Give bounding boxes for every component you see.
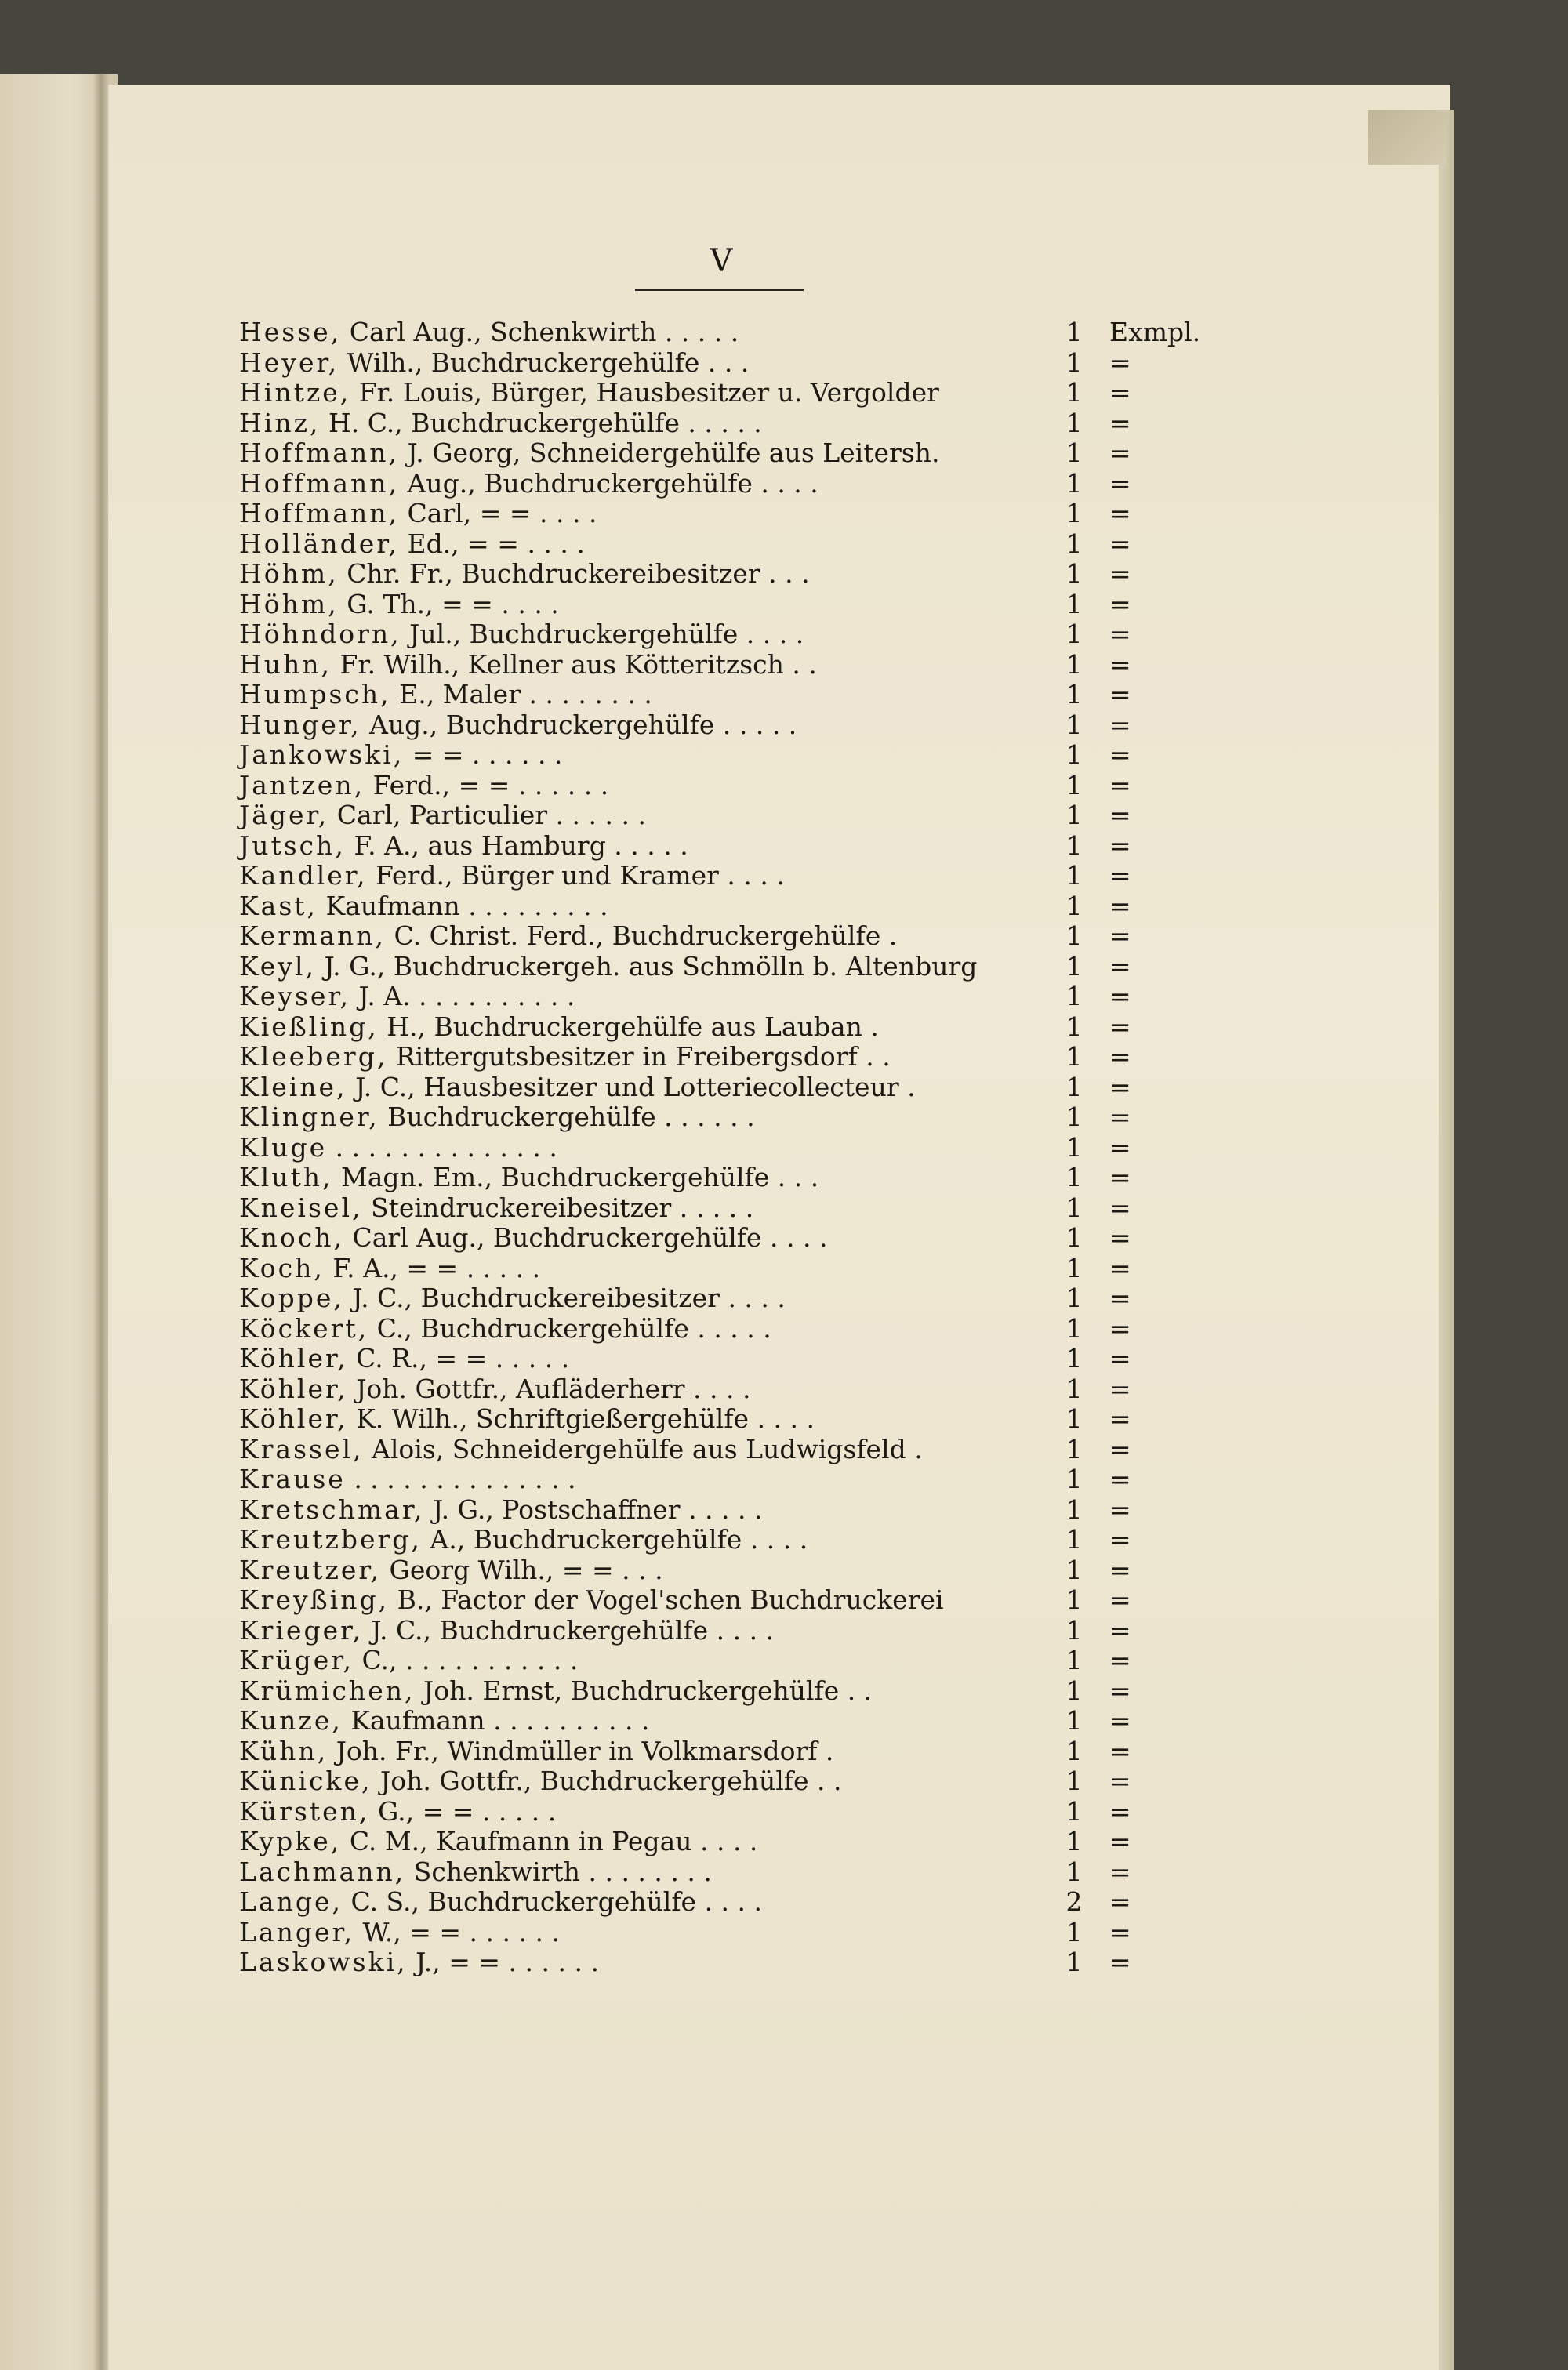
- entry-count: 1: [1065, 1464, 1083, 1494]
- list-item: [239, 619, 1321, 650]
- entry-unit: =: [1109, 1011, 1131, 1042]
- list-item: [239, 1193, 1321, 1224]
- entry-count: 1: [1065, 1373, 1083, 1404]
- entry-count: 1: [1065, 829, 1083, 861]
- list-item: [239, 499, 1321, 529]
- entry-description: Fr. Louis, Bürger, Hausbesitzer u. Vergolder: [358, 377, 939, 408]
- entry-description: C. Christ. Ferd., Buchdruckergehülfe .: [394, 920, 898, 951]
- entry-count: 1: [1065, 860, 1083, 891]
- entry-count: 1: [1065, 1041, 1083, 1072]
- entry-count: 1: [1065, 950, 1083, 982]
- entry-count: 1: [1065, 769, 1083, 800]
- entry-description: Ed., = = . . . .: [407, 528, 585, 559]
- entry-name: Heyer,: [239, 347, 339, 378]
- list-item: [239, 861, 1321, 891]
- entry-description: C. S., Buchdruckergehülfe . . . .: [350, 1886, 763, 1917]
- entry-unit: =: [1109, 1373, 1131, 1404]
- entry-description: Buchdruckergehülfe . . . . . .: [387, 1102, 755, 1132]
- entry-count: 1: [1065, 467, 1083, 499]
- entry-unit: =: [1109, 467, 1131, 499]
- entry-unit: =: [1109, 1645, 1131, 1675]
- entry-count: 1: [1065, 377, 1083, 408]
- entry-name: Kneisel,: [239, 1192, 363, 1223]
- entry-description: J. C., Buchdruckereibesitzer . . . .: [352, 1283, 786, 1313]
- list-item: [239, 1646, 1321, 1676]
- entry-count: 1: [1065, 619, 1083, 649]
- entry-name: Keyl,: [239, 950, 316, 982]
- list-item: [239, 1254, 1321, 1284]
- entry-count: 1: [1065, 1131, 1083, 1163]
- entry-unit: =: [1109, 860, 1131, 891]
- entry-count: 1: [1065, 437, 1083, 468]
- entry-count: 1: [1065, 1343, 1083, 1374]
- list-item: [239, 891, 1321, 922]
- entry-unit: =: [1109, 1041, 1131, 1072]
- list-item: [239, 318, 1321, 348]
- entry-unit: =: [1109, 1856, 1131, 1887]
- list-item: [239, 650, 1321, 681]
- list-item: [239, 1706, 1321, 1737]
- entry-count: 1: [1065, 1675, 1083, 1706]
- entry-name: Lange,: [239, 1886, 343, 1917]
- entry-count: 1: [1065, 739, 1083, 770]
- entry-count: 1: [1065, 709, 1083, 740]
- entry-count: 1: [1065, 1252, 1083, 1283]
- folded-corner: [1368, 110, 1446, 165]
- entry-unit: =: [1109, 829, 1131, 861]
- entry-unit: =: [1109, 1735, 1131, 1766]
- list-item: [239, 1555, 1321, 1586]
- entry-count: 1: [1065, 1162, 1083, 1192]
- entry-description: Carl Aug., Buchdruckergehülfe . . . .: [352, 1222, 828, 1253]
- entry-description: G. Th., = = . . . .: [347, 588, 559, 619]
- entry-name: Hinz,: [239, 407, 321, 438]
- entry-description: J. C., Hausbesitzer und Lotteriecollecteur .: [355, 1071, 916, 1102]
- list-item: [239, 771, 1321, 801]
- list-item: [239, 378, 1321, 408]
- entry-description: Kaufmann . . . . . . . . . .: [350, 1705, 650, 1736]
- list-item: [239, 1585, 1321, 1616]
- entry-description: Joh. Fr., Windmüller in Volkmarsdorf .: [336, 1735, 834, 1766]
- entry-count: 1: [1065, 528, 1083, 559]
- entry-name: Köhler,: [239, 1373, 348, 1404]
- entry-name: Höhm,: [239, 588, 339, 619]
- entry-count: 1: [1065, 1916, 1083, 1947]
- entry-unit: =: [1109, 1614, 1131, 1646]
- entry-unit: =: [1109, 950, 1131, 982]
- entry-count: 1: [1065, 1554, 1083, 1585]
- entry-name: Huhn,: [239, 648, 332, 680]
- entry-count: 1: [1065, 407, 1083, 438]
- entry-description: K. Wilh., Schriftgießergehülfe . . . .: [356, 1403, 815, 1434]
- entry-unit: =: [1109, 1584, 1131, 1615]
- page-right-edge: [1439, 110, 1454, 2370]
- list-item: [239, 921, 1321, 952]
- list-item: [239, 1223, 1321, 1254]
- entry-description: A., Buchdruckergehülfe . . . .: [430, 1524, 808, 1555]
- entry-description: J. G., Buchdruckergeh. aus Schmölln b. Altenburg: [324, 950, 978, 982]
- entry-name: Hintze,: [239, 377, 351, 408]
- entry-name: Kandler,: [239, 860, 368, 891]
- entry-count: 1: [1065, 588, 1083, 619]
- entry-name: Künicke,: [239, 1766, 372, 1796]
- entry-description: C. M., Kaufmann in Pegau . . . .: [349, 1826, 758, 1856]
- list-item: [239, 1072, 1321, 1103]
- entry-name: Kluge: [239, 1131, 328, 1163]
- entry-unit: Exmpl.: [1109, 317, 1201, 347]
- entry-name: Kypke,: [239, 1826, 342, 1856]
- entry-description: . . . . . . . . . . . . . .: [354, 1464, 576, 1494]
- entry-unit: =: [1109, 890, 1131, 921]
- list-item: [239, 1616, 1321, 1646]
- entry-name: Kluth,: [239, 1162, 333, 1192]
- entry-unit: =: [1109, 1192, 1131, 1223]
- entry-description: C., . . . . . . . . . . .: [361, 1645, 579, 1675]
- entry-description: Jul., Buchdruckergehülfe . . . .: [409, 619, 804, 649]
- entry-count: 1: [1065, 498, 1083, 528]
- entry-unit: =: [1109, 920, 1131, 951]
- entry-description: J., = = . . . . . .: [416, 1947, 599, 1977]
- entry-description: J. C., Buchdruckergehülfe . . . .: [371, 1614, 775, 1646]
- entry-count: 1: [1065, 317, 1083, 347]
- entry-description: Joh. Ernst, Buchdruckergehülfe . .: [423, 1675, 873, 1706]
- entry-name: Keyser,: [239, 981, 351, 1011]
- list-item: [239, 1102, 1321, 1133]
- entry-unit: =: [1109, 1162, 1131, 1192]
- entry-description: Carl Aug., Schenkwirth . . . . .: [349, 317, 739, 347]
- entry-name: Krause: [239, 1464, 346, 1494]
- entry-count: 1: [1065, 1826, 1083, 1856]
- entry-name: Kreutzer,: [239, 1554, 382, 1585]
- subscriber-list: [239, 318, 1321, 1978]
- entry-count: 1: [1065, 1283, 1083, 1313]
- list-item: [239, 1314, 1321, 1345]
- list-item: [239, 1404, 1321, 1435]
- entry-count: 1: [1065, 1524, 1083, 1555]
- entry-count: 1: [1065, 1795, 1083, 1827]
- entry-name: Krieger,: [239, 1614, 363, 1646]
- entry-unit: =: [1109, 1916, 1131, 1947]
- entry-name: Kießling,: [239, 1011, 379, 1042]
- entry-unit: =: [1109, 1283, 1131, 1313]
- list-item: [239, 1012, 1321, 1043]
- list-item: [239, 1435, 1321, 1465]
- entry-description: Carl, = = . . . .: [407, 498, 597, 528]
- list-item: [239, 1766, 1321, 1797]
- entry-name: Krüger,: [239, 1645, 354, 1675]
- entry-count: 1: [1065, 558, 1083, 589]
- list-item: [239, 529, 1321, 560]
- list-item: [239, 1344, 1321, 1374]
- entry-count: 1: [1065, 1192, 1083, 1223]
- entry-description: J. Georg, Schneidergehülfe aus Leitersh.: [407, 437, 940, 468]
- entry-unit: =: [1109, 1403, 1131, 1434]
- entry-count: 2: [1065, 1886, 1083, 1917]
- entry-name: Kunze,: [239, 1705, 343, 1736]
- list-item: [239, 1495, 1321, 1526]
- entry-name: Kleeberg,: [239, 1041, 388, 1072]
- entry-name: Hoffmann,: [239, 498, 400, 528]
- entry-description: Magn. Em., Buchdruckergehülfe . . .: [340, 1162, 819, 1192]
- entry-description: B., Factor der Vogel'schen Buchdruckerei: [397, 1584, 944, 1615]
- entry-unit: =: [1109, 377, 1131, 408]
- entry-name: Köckert,: [239, 1312, 369, 1344]
- entry-unit: =: [1109, 347, 1131, 378]
- entry-name: Höhm,: [239, 558, 339, 589]
- entry-name: Kühn,: [239, 1735, 328, 1766]
- entry-description: E., Maler . . . . . . . .: [399, 679, 652, 710]
- list-item: [239, 1887, 1321, 1918]
- entry-name: Köhler,: [239, 1343, 348, 1374]
- entry-name: Jankowski,: [239, 739, 405, 770]
- page-number: V: [710, 243, 733, 279]
- list-item: [239, 1918, 1321, 1948]
- entry-description: G., = = . . . . .: [377, 1795, 557, 1827]
- list-item: [239, 408, 1321, 439]
- list-item: [239, 348, 1321, 379]
- entry-name: Kreyßing,: [239, 1584, 390, 1615]
- entry-count: 1: [1065, 1947, 1083, 1977]
- entry-name: Köhler,: [239, 1403, 348, 1434]
- list-item: [239, 559, 1321, 590]
- entry-name: Hoffmann,: [239, 437, 400, 468]
- entry-count: 1: [1065, 1766, 1083, 1796]
- entry-count: 1: [1065, 1011, 1083, 1042]
- entry-name: Humpsch,: [239, 679, 391, 710]
- entry-description: Schenkwirth . . . . . . . .: [413, 1856, 712, 1887]
- entry-description: Georg Wilh., = = . . .: [389, 1554, 663, 1585]
- list-item: [239, 1827, 1321, 1857]
- entry-unit: =: [1109, 437, 1131, 468]
- list-item: [239, 438, 1321, 469]
- entry-description: Aug., Buchdruckergehülfe . . . . .: [369, 709, 797, 740]
- entry-count: 1: [1065, 1645, 1083, 1675]
- entry-description: Rittergutsbesitzer in Freibergsdorf . .: [395, 1041, 891, 1072]
- list-item: [239, 1676, 1321, 1707]
- list-item: [239, 1163, 1321, 1193]
- entry-unit: =: [1109, 679, 1131, 710]
- entry-name: Kreutzberg,: [239, 1524, 422, 1555]
- entry-unit: =: [1109, 1795, 1131, 1827]
- entry-unit: =: [1109, 1102, 1131, 1132]
- entry-unit: =: [1109, 1947, 1131, 1977]
- list-item: [239, 800, 1321, 831]
- entry-name: Hunger,: [239, 709, 361, 740]
- entry-description: Kaufmann . . . . . . . . .: [325, 890, 608, 921]
- entry-count: 1: [1065, 1614, 1083, 1646]
- entry-name: Hoffmann,: [239, 467, 400, 499]
- entry-unit: =: [1109, 1071, 1131, 1102]
- entry-description: Joh. Gottfr., Aufläderherr . . . .: [356, 1373, 751, 1404]
- entry-unit: =: [1109, 1766, 1131, 1796]
- entry-description: H., Buchdruckergehülfe aus Lauban .: [387, 1011, 879, 1042]
- entry-unit: =: [1109, 1524, 1131, 1555]
- entry-name: Knoch,: [239, 1222, 344, 1253]
- entry-name: Kermann,: [239, 920, 387, 951]
- entry-unit: =: [1109, 498, 1131, 528]
- entry-unit: =: [1109, 528, 1131, 559]
- entry-count: 1: [1065, 890, 1083, 921]
- list-item: [239, 982, 1321, 1012]
- entry-description: W., = = . . . . . .: [362, 1916, 560, 1947]
- list-item: [239, 1042, 1321, 1072]
- list-item: [239, 1947, 1321, 1978]
- entry-unit: =: [1109, 800, 1131, 830]
- entry-name: Langer,: [239, 1916, 355, 1947]
- entry-unit: =: [1109, 1131, 1131, 1163]
- entry-description: Joh. Gottfr., Buchdruckergehülfe . .: [380, 1766, 842, 1796]
- entry-description: Steindruckereibesitzer . . . . .: [371, 1192, 754, 1223]
- entry-name: Jantzen,: [239, 769, 365, 800]
- entry-description: Wilh., Buchdruckergehülfe . . .: [347, 347, 750, 378]
- list-item: [239, 680, 1321, 710]
- entry-unit: =: [1109, 1493, 1131, 1525]
- list-item: [239, 1737, 1321, 1767]
- entry-description: C., Buchdruckergehülfe . . . . .: [376, 1312, 771, 1344]
- entry-count: 1: [1065, 1312, 1083, 1344]
- entry-description: H. C., Buchdruckergehülfe . . . . .: [328, 407, 762, 438]
- entry-name: Lachmann,: [239, 1856, 406, 1887]
- entry-count: 1: [1065, 1584, 1083, 1615]
- entry-count: 1: [1065, 1705, 1083, 1736]
- entry-count: 1: [1065, 1102, 1083, 1132]
- entry-unit: =: [1109, 981, 1131, 1011]
- entry-unit: =: [1109, 1433, 1131, 1464]
- entry-count: 1: [1065, 679, 1083, 710]
- entry-name: Krassel,: [239, 1433, 364, 1464]
- entry-name: Klingner,: [239, 1102, 379, 1132]
- entry-description: Ferd., Bürger und Kramer . . . .: [375, 860, 785, 891]
- entry-unit: =: [1109, 1826, 1131, 1856]
- entry-description: J. G., Postschaffner . . . . .: [433, 1493, 763, 1525]
- entry-unit: =: [1109, 1312, 1131, 1344]
- entry-name: Koch,: [239, 1252, 325, 1283]
- entry-unit: =: [1109, 1675, 1131, 1706]
- entry-count: 1: [1065, 800, 1083, 830]
- entry-description: Aug., Buchdruckergehülfe . . . .: [407, 467, 818, 499]
- entry-name: Kleine,: [239, 1071, 347, 1102]
- entry-unit: =: [1109, 1705, 1131, 1736]
- entry-description: Carl, Particulier . . . . . .: [336, 800, 646, 830]
- entry-count: 1: [1065, 1222, 1083, 1253]
- entry-description: . . . . . . . . . . . . . .: [335, 1131, 557, 1163]
- entry-unit: =: [1109, 1343, 1131, 1374]
- entry-name: Kast,: [239, 890, 318, 921]
- list-item: [239, 740, 1321, 771]
- list-item: [239, 710, 1321, 741]
- entry-count: 1: [1065, 1493, 1083, 1525]
- entry-unit: =: [1109, 1222, 1131, 1253]
- entry-description: F. A., = = . . . . .: [332, 1252, 541, 1283]
- entry-unit: =: [1109, 1554, 1131, 1585]
- entry-description: Ferd., = = . . . . . .: [372, 769, 609, 800]
- list-item: [239, 952, 1321, 982]
- entry-count: 1: [1065, 347, 1083, 378]
- entry-unit: =: [1109, 648, 1131, 680]
- list-item: [239, 1283, 1321, 1314]
- entry-unit: =: [1109, 739, 1131, 770]
- list-item: [239, 831, 1321, 862]
- entry-unit: =: [1109, 769, 1131, 800]
- entry-name: Jutsch,: [239, 829, 346, 861]
- entry-count: 1: [1065, 981, 1083, 1011]
- list-item: [239, 590, 1321, 620]
- entry-name: Hesse,: [239, 317, 342, 347]
- entry-unit: =: [1109, 1252, 1131, 1283]
- entry-unit: =: [1109, 558, 1131, 589]
- entry-description: = = . . . . . .: [412, 739, 563, 770]
- entry-description: Chr. Fr., Buchdruckereibesitzer . . .: [347, 558, 810, 589]
- entry-unit: =: [1109, 709, 1131, 740]
- entry-count: 1: [1065, 1433, 1083, 1464]
- entry-name: Holländer,: [239, 528, 399, 559]
- entry-name: Krümichen,: [239, 1675, 416, 1706]
- list-item: [239, 1797, 1321, 1827]
- page-number-rule: [635, 289, 804, 291]
- list-item: [239, 469, 1321, 499]
- entry-name: Kretschmar,: [239, 1493, 425, 1525]
- entry-count: 1: [1065, 1735, 1083, 1766]
- list-item: [239, 1857, 1321, 1888]
- entry-description: Fr. Wilh., Kellner aus Kötteritzsch . .: [339, 648, 817, 680]
- entry-name: Koppe,: [239, 1283, 344, 1313]
- entry-name: Jäger,: [239, 800, 329, 830]
- entry-description: Alois, Schneidergehülfe aus Ludwigsfeld .: [372, 1433, 923, 1464]
- entry-description: F. A., aus Hamburg . . . . .: [354, 829, 688, 861]
- list-item: [239, 1133, 1321, 1163]
- list-item: [239, 1464, 1321, 1495]
- entry-unit: =: [1109, 1886, 1131, 1917]
- list-item: [239, 1525, 1321, 1555]
- entry-description: J. A. . . . . . . . . . .: [358, 981, 575, 1011]
- entry-description: C. R., = = . . . . .: [356, 1343, 570, 1374]
- entry-unit: =: [1109, 619, 1131, 649]
- page-gutter: [93, 74, 110, 2370]
- entry-name: Höhndorn,: [239, 619, 401, 649]
- entry-name: Kürsten,: [239, 1795, 370, 1827]
- entry-count: 1: [1065, 648, 1083, 680]
- entry-name: Laskowski,: [239, 1947, 408, 1977]
- entry-count: 1: [1065, 1071, 1083, 1102]
- entry-count: 1: [1065, 1403, 1083, 1434]
- entry-unit: =: [1109, 407, 1131, 438]
- entry-count: 1: [1065, 920, 1083, 951]
- entry-unit: =: [1109, 588, 1131, 619]
- list-item: [239, 1374, 1321, 1405]
- entry-count: 1: [1065, 1856, 1083, 1887]
- entry-unit: =: [1109, 1464, 1131, 1494]
